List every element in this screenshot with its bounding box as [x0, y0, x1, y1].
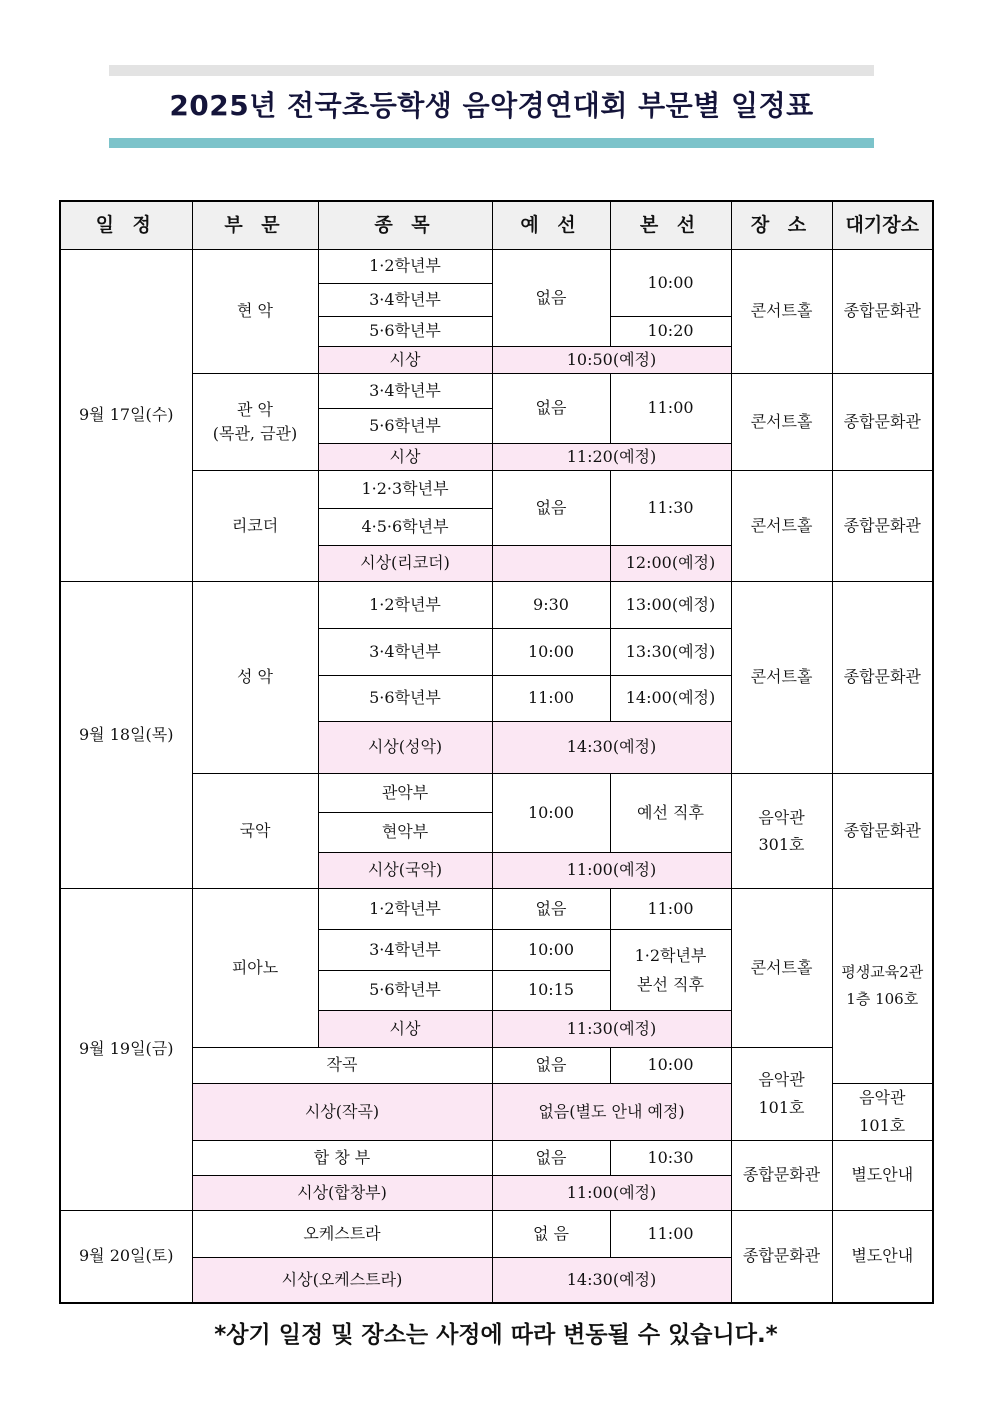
waiting-room: 101호 — [859, 1115, 906, 1135]
final-cell — [610, 929, 731, 1010]
table-row — [60, 888, 933, 929]
grade-cell: 4·5·6학년부 — [318, 508, 492, 545]
grade-cell: 관악부 — [318, 773, 492, 812]
place-cell: 종합문화관 — [731, 1210, 832, 1303]
award-cell: 시상 — [318, 443, 492, 470]
header-final: 본 선 — [610, 201, 731, 249]
header-division: 부 문 — [192, 201, 318, 249]
final-cell: 예선 직후 — [610, 773, 731, 852]
prelim-cell: 없음 — [492, 888, 610, 929]
waiting-place-cell — [832, 888, 933, 1083]
table-row — [60, 581, 933, 628]
prelim-cell: 9:30 — [492, 581, 610, 628]
award-time-cell: 11:00(예정) — [492, 852, 731, 888]
waiting-place-cell: 별도안내 — [832, 1210, 933, 1303]
grade-cell: 1·2·3학년부 — [318, 470, 492, 508]
award-cell: 시상 — [318, 346, 492, 373]
waiting-place-cell: 종합문화관 — [832, 470, 933, 581]
division-cell: 성 악 — [192, 581, 318, 773]
category-cell: 합 창 부 — [192, 1140, 492, 1175]
final-cell: 11:00 — [610, 1210, 731, 1257]
final-cell: 11:00 — [610, 373, 731, 443]
category-cell: 작곡 — [192, 1047, 492, 1083]
division-cell: 현 악 — [192, 249, 318, 373]
final-cell: 10:20 — [610, 316, 731, 346]
division-cell — [192, 373, 318, 470]
header-place: 장 소 — [731, 201, 832, 249]
header-date: 일 정 — [60, 201, 192, 249]
grade-cell: 3·4학년부 — [318, 283, 492, 316]
waiting-room: 1층 106호 — [846, 989, 919, 1008]
final-cell: 11:00 — [610, 888, 731, 929]
grade-cell: 5·6학년부 — [318, 970, 492, 1010]
grade-cell: 현악부 — [318, 812, 492, 852]
division-cell: 국악 — [192, 773, 318, 888]
prelim-cell: 없음 — [492, 1047, 610, 1083]
award-time-cell: 11:00(예정) — [492, 1175, 731, 1210]
place-cell: 콘서트홀 — [731, 373, 832, 470]
award-time-cell: 10:50(예정) — [492, 346, 731, 373]
prelim-cell: 10:00 — [492, 929, 610, 970]
final-note-line1: 1·2학년부 — [634, 945, 707, 965]
final-note-line2: 본선 직후 — [637, 974, 704, 994]
waiting-place-cell: 종합문화관 — [832, 249, 933, 373]
place-building: 음악관 — [758, 1069, 805, 1089]
title-top-bar — [109, 65, 874, 76]
final-cell: 13:00(예정) — [610, 581, 731, 628]
place-cell — [731, 1047, 832, 1140]
schedule-table — [59, 200, 934, 1304]
waiting-building: 음악관 — [859, 1087, 906, 1107]
award-time-cell: 11:30(예정) — [492, 1010, 731, 1047]
place-room: 301호 — [758, 834, 805, 854]
grade-cell: 1·2학년부 — [318, 581, 492, 628]
header-waiting-place: 대기장소 — [832, 201, 933, 249]
date-cell: 9월 17일(수) — [60, 249, 192, 581]
prelim-cell: 10:00 — [492, 628, 610, 675]
waiting-place-cell: 종합문화관 — [832, 581, 933, 773]
place-cell: 종합문화관 — [731, 1140, 832, 1210]
grade-cell: 1·2학년부 — [318, 888, 492, 929]
final-cell: 14:00(예정) — [610, 675, 731, 721]
table-row — [60, 249, 933, 283]
waiting-place-cell: 별도안내 — [832, 1140, 933, 1210]
grade-cell: 5·6학년부 — [318, 675, 492, 721]
award-cell: 시상(리코더) — [318, 545, 492, 581]
division-cell: 리코더 — [192, 470, 318, 581]
award-time-cell: 12:00(예정) — [610, 545, 731, 581]
waiting-place-cell — [832, 1083, 933, 1140]
award-cell: 시상(합창부) — [192, 1175, 492, 1210]
award-blank-cell — [492, 545, 610, 581]
place-cell: 콘서트홀 — [731, 581, 832, 773]
award-cell: 시상(성악) — [318, 721, 492, 773]
header-category: 종 목 — [318, 201, 492, 249]
date-cell: 9월 18일(목) — [60, 581, 192, 888]
award-cell: 시상(오케스트라) — [192, 1257, 492, 1303]
award-time-cell: 14:30(예정) — [492, 1257, 731, 1303]
prelim-cell: 없 음 — [492, 1210, 610, 1257]
place-cell: 콘서트홀 — [731, 249, 832, 373]
final-cell: 10:30 — [610, 1140, 731, 1175]
prelim-cell: 없음 — [492, 1140, 610, 1175]
prelim-cell: 없음 — [492, 373, 610, 443]
grade-cell: 3·4학년부 — [318, 628, 492, 675]
award-cell: 시상(작곡) — [192, 1083, 492, 1140]
award-cell: 시상(국악) — [318, 852, 492, 888]
place-building: 음악관 — [758, 807, 805, 827]
waiting-place-cell: 종합문화관 — [832, 773, 933, 888]
title-bottom-bar — [109, 138, 874, 148]
place-cell — [731, 773, 832, 888]
grade-cell: 5·6학년부 — [318, 316, 492, 346]
waiting-place-cell: 종합문화관 — [832, 373, 933, 470]
header-row — [60, 201, 933, 249]
award-time-cell: 11:20(예정) — [492, 443, 731, 470]
prelim-cell: 없음 — [492, 470, 610, 545]
date-cell: 9월 19일(금) — [60, 888, 192, 1210]
final-cell: 13:30(예정) — [610, 628, 731, 675]
award-time-cell: 없음(별도 안내 예정) — [492, 1083, 731, 1140]
waiting-building: 평생교육2관 — [841, 962, 924, 981]
division-cell: 피아노 — [192, 888, 318, 1047]
award-cell: 시상 — [318, 1010, 492, 1047]
table-row — [60, 1210, 933, 1257]
prelim-cell: 없음 — [492, 249, 610, 346]
final-cell: 10:00 — [610, 1047, 731, 1083]
footnote: *상기 일정 및 장소는 사정에 따라 변동될 수 있습니다.* — [214, 1322, 778, 1348]
grade-cell: 3·4학년부 — [318, 929, 492, 970]
prelim-cell: 10:15 — [492, 970, 610, 1010]
date-cell: 9월 20일(토) — [60, 1210, 192, 1303]
place-cell: 콘서트홀 — [731, 470, 832, 581]
division-subname: (목관, 금관) — [212, 423, 298, 443]
final-cell: 10:00 — [610, 249, 731, 316]
place-cell: 콘서트홀 — [731, 888, 832, 1047]
place-room: 101호 — [758, 1097, 805, 1117]
final-cell: 11:30 — [610, 470, 731, 545]
prelim-cell: 10:00 — [492, 773, 610, 852]
grade-cell: 3·4학년부 — [318, 373, 492, 408]
grade-cell: 5·6학년부 — [318, 408, 492, 443]
header-prelim: 예 선 — [492, 201, 610, 249]
grade-cell: 1·2학년부 — [318, 249, 492, 283]
category-cell: 오케스트라 — [192, 1210, 492, 1257]
division-name: 관 악 — [237, 399, 273, 419]
page-title: 2025년 전국초등학생 음악경연대회 부문별 일정표 — [169, 89, 814, 122]
award-time-cell: 14:30(예정) — [492, 721, 731, 773]
prelim-cell: 11:00 — [492, 675, 610, 721]
